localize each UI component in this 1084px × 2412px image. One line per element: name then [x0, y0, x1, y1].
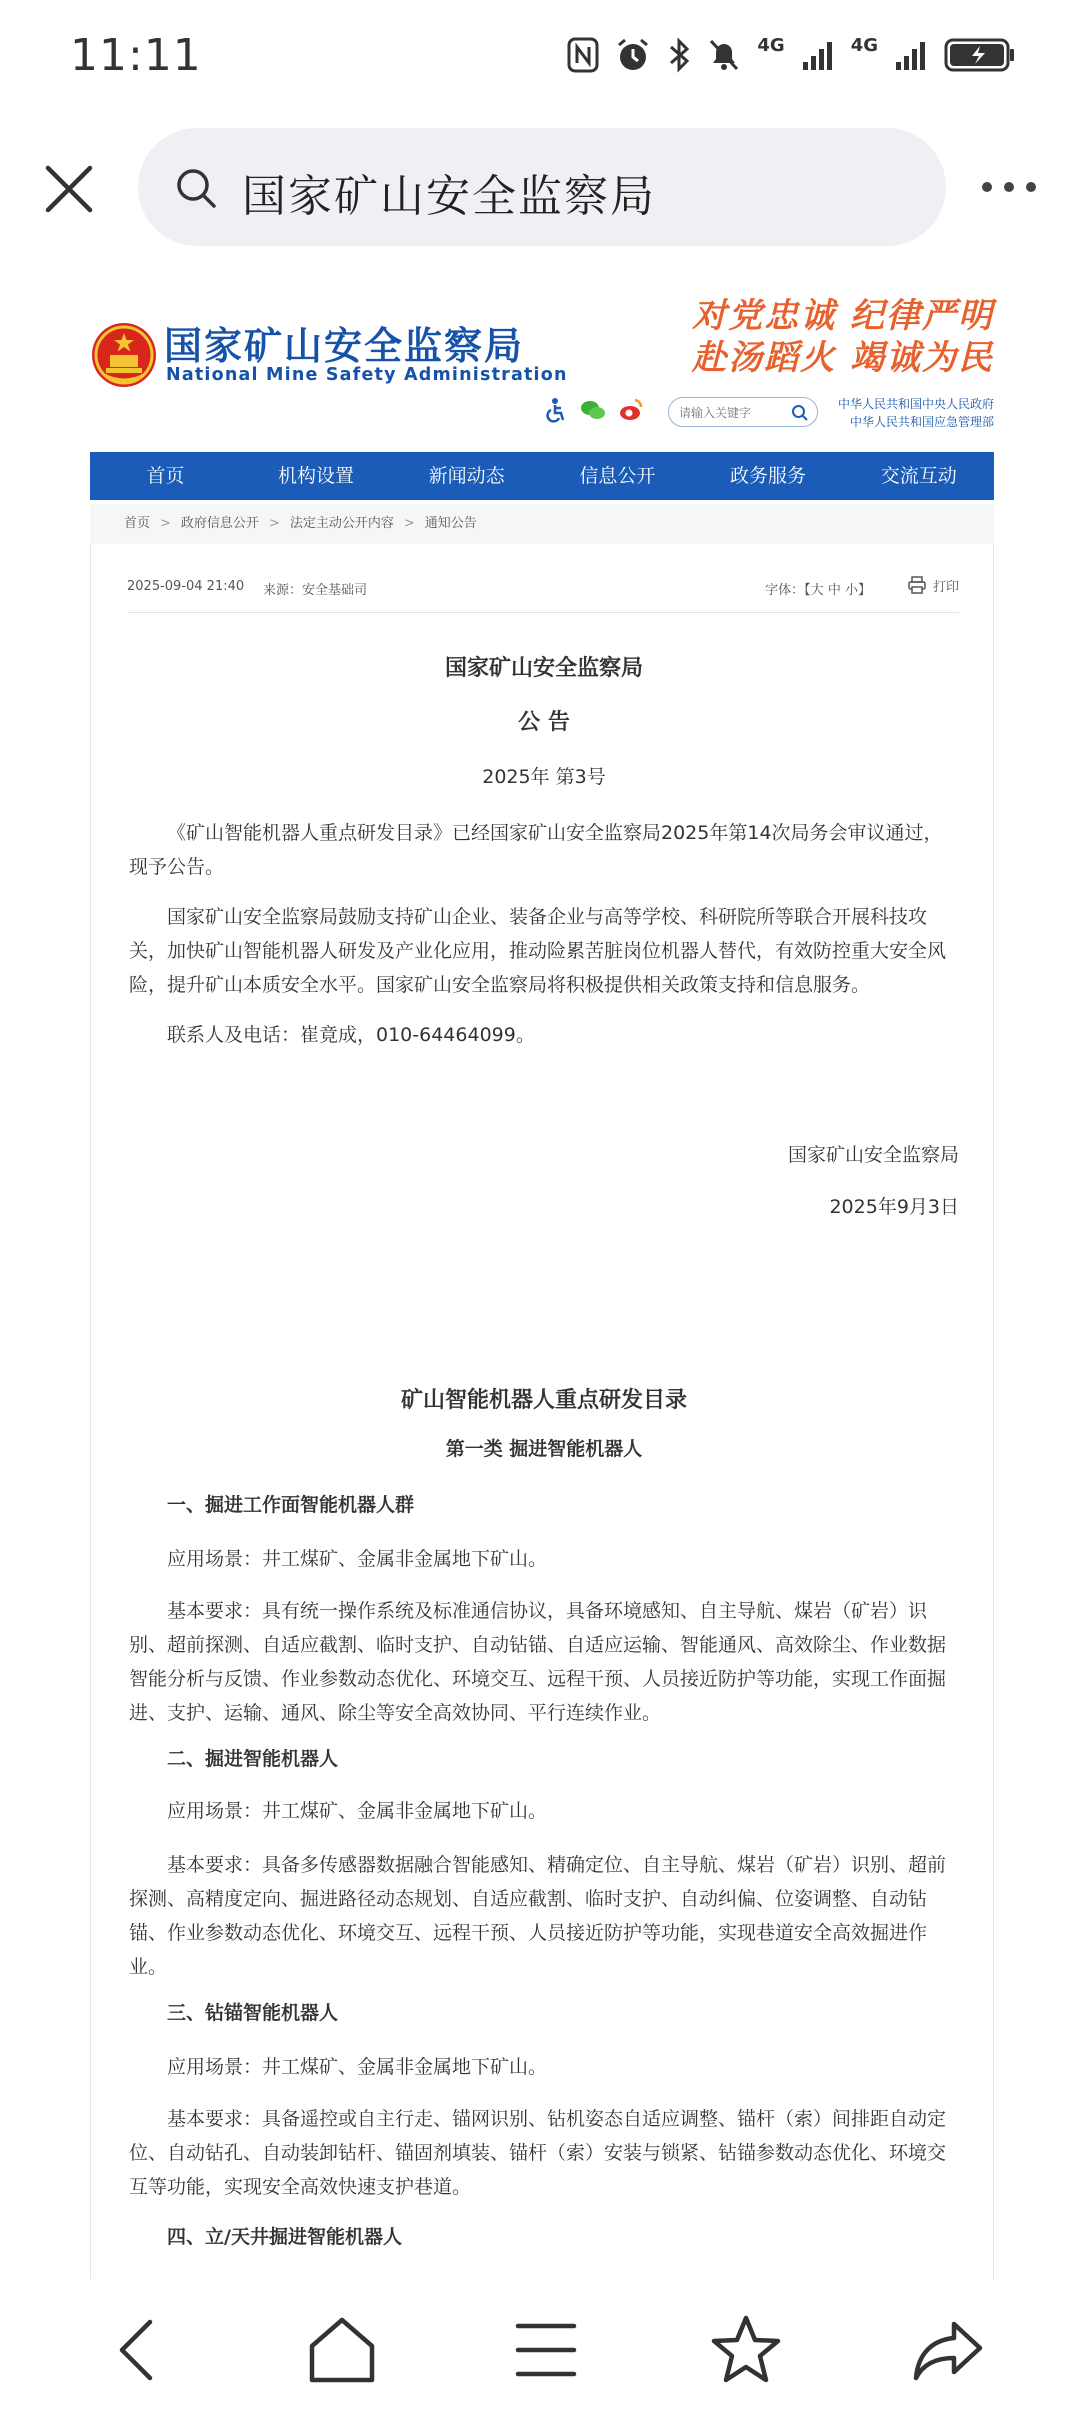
section-4-title: 四、立/天井掘进智能机器人	[167, 2226, 402, 2248]
mem-link[interactable]: 中华人民共和国应急管理部	[849, 415, 994, 429]
nfc-icon	[567, 37, 599, 73]
publish-date: 2025-09-04 21:40	[127, 579, 245, 594]
nav-item-info-disclosure[interactable]: 信息公开	[579, 465, 656, 487]
network-label-2: 4G	[850, 34, 878, 56]
paragraph-2: 国家矿山安全监察局鼓励支持矿山企业、装备企业与高等学校、科研院所等联合开展科技攻关，加快矿山智能机器人研发及产业化应用，推动险累苦脏岗位机器人替代，有效防控重大安全风险，提升矿山本质安全水平。国家矿山安全监察局将积极提供相关政策支持和信息服务。	[129, 906, 947, 996]
site-header	[90, 285, 994, 450]
share-icon[interactable]	[908, 2310, 988, 2390]
search-icon	[174, 166, 218, 210]
back-icon[interactable]	[100, 2310, 180, 2390]
search-bar[interactable]	[138, 128, 946, 246]
nav-item-news[interactable]: 新闻动态	[428, 465, 505, 487]
gov-link[interactable]: 中华人民共和国中央人民政府	[837, 397, 994, 411]
header-icons	[542, 397, 644, 423]
section-1-title: 一、掘进工作面智能机器人群	[167, 1494, 415, 1516]
breadcrumb-home[interactable]: 首页	[124, 516, 151, 531]
font-size-big[interactable]: 大	[810, 583, 824, 598]
network-label-1: 4G	[757, 34, 785, 56]
bookmark-star-icon[interactable]	[706, 2310, 786, 2390]
breadcrumb-separator: >	[403, 516, 415, 531]
nav-item-gov-services[interactable]: 政务服务	[730, 465, 807, 487]
breadcrumb-statutory[interactable]: 法定主动公开内容	[289, 516, 394, 531]
breadcrumb-separator: >	[268, 516, 280, 531]
print-label: 打印	[932, 579, 959, 595]
header-links	[838, 395, 994, 431]
home-icon[interactable]	[302, 2310, 382, 2390]
status-time: 11:11	[70, 30, 202, 81]
section-2-requirements: 基本要求：具备多传感器数据融合智能感知、精确定位、自主导航、煤岩（矿岩）识别、超前探测、高精度定向、掘进路径动态规划、自适应截割、临时支护、自动纠偏、位姿调整、自动钻锚、作业参数动态优化、环境交互、远程干预、人员接近防护等功能，实现巷道安全高效掘进作业。	[129, 1854, 947, 1978]
section-3-title: 三、钻锚智能机器人	[167, 2002, 339, 2024]
site-search-icon[interactable]	[791, 404, 809, 422]
issuer-heading: 国家矿山安全监察局	[444, 656, 643, 681]
article-source: 来源：安全基础司	[263, 583, 368, 598]
catalog-title: 矿山智能机器人重点研发目录	[400, 1388, 687, 1413]
section-2-scene: 应用场景：井工煤矿、金属非金属地下矿山。	[167, 1800, 548, 1822]
section-1-requirements: 基本要求：具有统一操作系统及标准通信协议，具备环境感知、自主导航、煤岩（矿岩）识别、超前探测、自适应截割、临时支护、自动钻锚、自适应运输、智能通风、高效除尘、作业数据智能分析与反馈、作业参数动态优化、环境交互、远程干预、人员接近防护等功能，实现工作面掘进、支护、运输、通风、除尘等安全高效协同、平行连续作业。	[129, 1600, 947, 1724]
signature-date: 2025年9月3日	[829, 1196, 959, 1218]
breadcrumb-gov-info[interactable]: 政府信息公开	[180, 516, 259, 531]
section-3-scene: 应用场景：井工煤矿、金属非金属地下矿山。	[167, 2056, 548, 2078]
slogan-line-1: 对党忠诚 纪律严明	[692, 296, 994, 336]
wechat-icon[interactable]	[580, 397, 606, 423]
site-search-box[interactable]	[668, 397, 818, 427]
contact-paragraph: 联系人及电话：崔竟成，010-64464099。	[167, 1024, 535, 1046]
weibo-icon[interactable]	[618, 397, 644, 423]
status-icons	[567, 32, 1016, 78]
site-search-input[interactable]	[679, 402, 789, 424]
category-1-title: 第一类 掘进智能机器人	[445, 1438, 643, 1460]
paragraph-1: 《矿山智能机器人重点研发目录》已经国家矿山安全监察局2025年第14次局务会审议通过，现予公告。	[129, 822, 943, 878]
close-icon[interactable]	[40, 160, 98, 218]
accessibility-icon[interactable]	[542, 397, 568, 423]
battery-charging-icon	[944, 37, 1016, 73]
nav-item-home[interactable]: 首页	[146, 465, 185, 487]
mute-bell-icon	[707, 37, 741, 73]
menu-icon[interactable]	[506, 2310, 586, 2390]
section-3-requirements: 基本要求：具备遥控或自主行走、锚网识别、钻机姿态自适应调整、锚杆（索）间排距自动定位、自动钻孔、自动装卸钻杆、锚固剂填装、锚杆（索）安装与锁紧、钻锚参数动态优化、环境交互等功能，实现安全高效快速支护巷道。	[129, 2108, 947, 2198]
site-name-zh: 国家矿山安全监察局	[164, 323, 525, 368]
breadcrumb-separator: >	[160, 516, 171, 531]
nav-item-interaction[interactable]: 交流互动	[880, 465, 957, 487]
print-button[interactable]	[907, 575, 959, 595]
bluetooth-icon	[667, 37, 691, 73]
breadcrumb-notices[interactable]: 通知公告	[424, 516, 477, 531]
site-name-en: National Mine Safety Administration	[166, 365, 568, 385]
meta-divider	[127, 612, 959, 613]
breadcrumb	[90, 504, 994, 544]
search-query-text: 国家矿山安全监察局	[242, 171, 656, 222]
font-size-label: 字体：	[765, 583, 805, 598]
signal-icon-1	[801, 38, 835, 72]
main-nav	[90, 452, 994, 500]
printer-icon	[907, 575, 927, 595]
signature: 国家矿山安全监察局	[787, 1144, 959, 1166]
article-meta	[127, 579, 959, 609]
status-bar	[0, 0, 1084, 110]
slogan	[664, 295, 994, 379]
doc-type-heading: 公 告	[518, 710, 570, 735]
browser-bottom-nav	[0, 2280, 1084, 2412]
browser-toolbar	[0, 120, 1084, 250]
doc-number: 2025年 第3号	[482, 766, 606, 788]
signal-icon-2	[894, 38, 928, 72]
section-1-scene: 应用场景：井工煤矿、金属非金属地下矿山。	[167, 1548, 548, 1570]
nav-item-organization[interactable]: 机构设置	[278, 465, 355, 487]
font-size-small[interactable]: 小	[844, 583, 858, 598]
national-emblem-icon	[90, 321, 158, 389]
slogan-line-2: 赴汤蹈火 竭诚为民	[692, 338, 994, 378]
article	[90, 544, 994, 2279]
font-size-medium[interactable]: 中	[827, 583, 841, 598]
more-options-icon[interactable]	[974, 172, 1044, 202]
alarm-icon	[615, 37, 651, 73]
font-size-control: 字体：【大 中 小】	[765, 583, 871, 598]
section-2-title: 二、掘进智能机器人	[167, 1748, 339, 1770]
